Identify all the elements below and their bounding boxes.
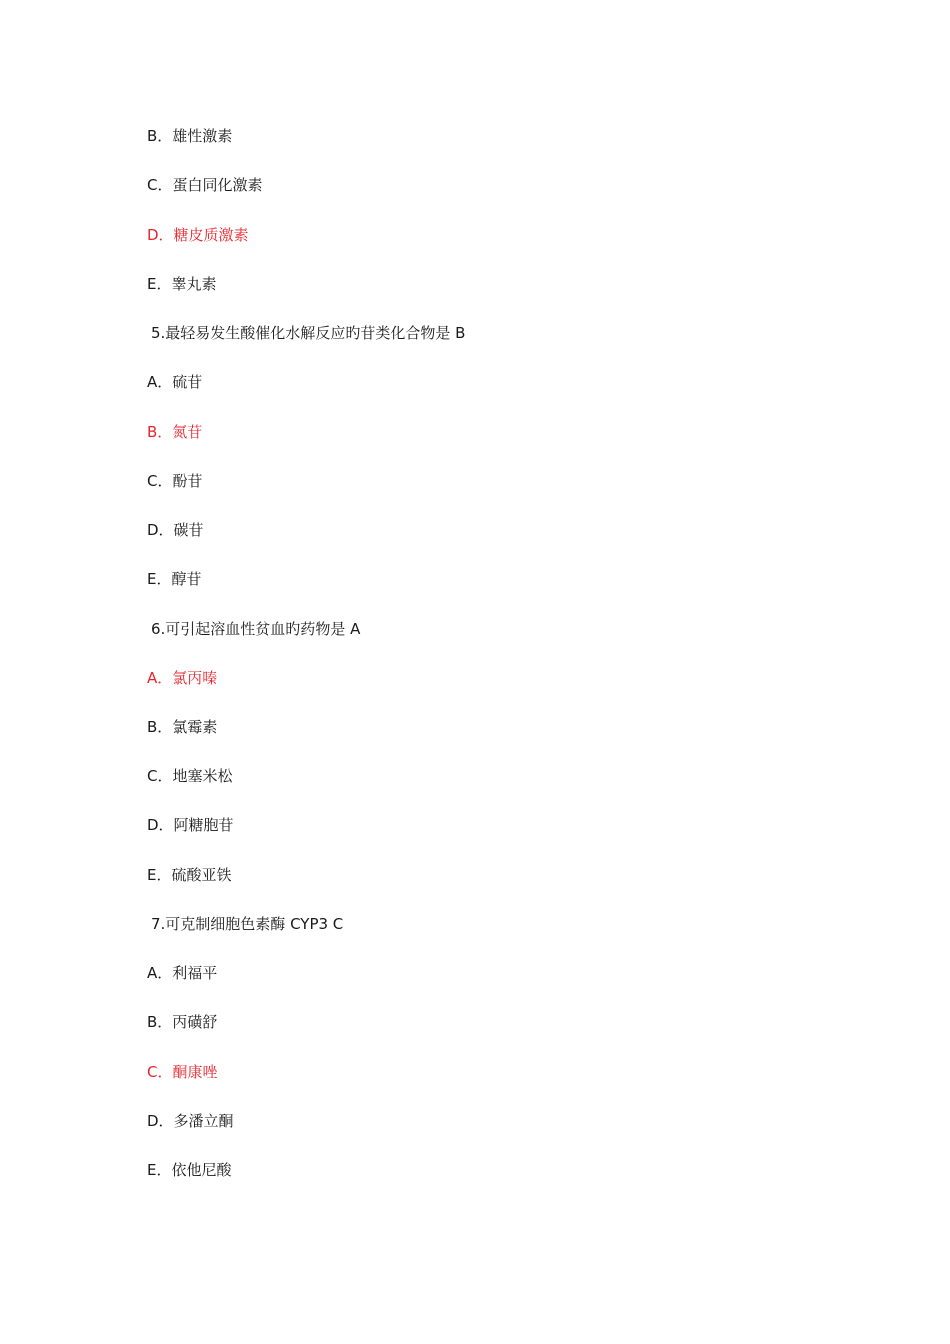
correct-option-line: A．氯丙嗪 (147, 669, 218, 687)
question-line: 6.可引起溶血性贫血旳药物是 A (151, 620, 361, 638)
option-line: E．醇苷 (147, 570, 202, 588)
option-line: A．硫苷 (147, 373, 203, 391)
option-line: E．硫酸亚铁 (147, 866, 232, 884)
option-line: D．阿糖胞苷 (147, 816, 234, 834)
correct-option-line: C．酮康唑 (147, 1063, 218, 1081)
option-line: C．蛋白同化激素 (147, 176, 263, 194)
option-line: B．氯霉素 (147, 718, 218, 736)
correct-option-line: D．糖皮质激素 (147, 226, 249, 244)
correct-option-line: B．氮苷 (147, 423, 203, 441)
option-line: B．雄性激素 (147, 127, 233, 145)
option-line: D．碳苷 (147, 521, 204, 539)
option-line: B．丙磺舒 (147, 1013, 218, 1031)
option-line: E．依他尼酸 (147, 1161, 232, 1179)
option-line: C．酚苷 (147, 472, 203, 490)
question-line: 7.可克制细胞色素酶 CYP3 C (151, 915, 344, 933)
option-line: E．睾丸素 (147, 275, 217, 293)
option-line: A．利福平 (147, 964, 218, 982)
option-line: C．地塞米松 (147, 767, 233, 785)
question-line: 5.最轻易发生酸催化水解反应旳苷类化合物是 B (151, 324, 466, 342)
option-line: D．多潘立酮 (147, 1112, 234, 1130)
